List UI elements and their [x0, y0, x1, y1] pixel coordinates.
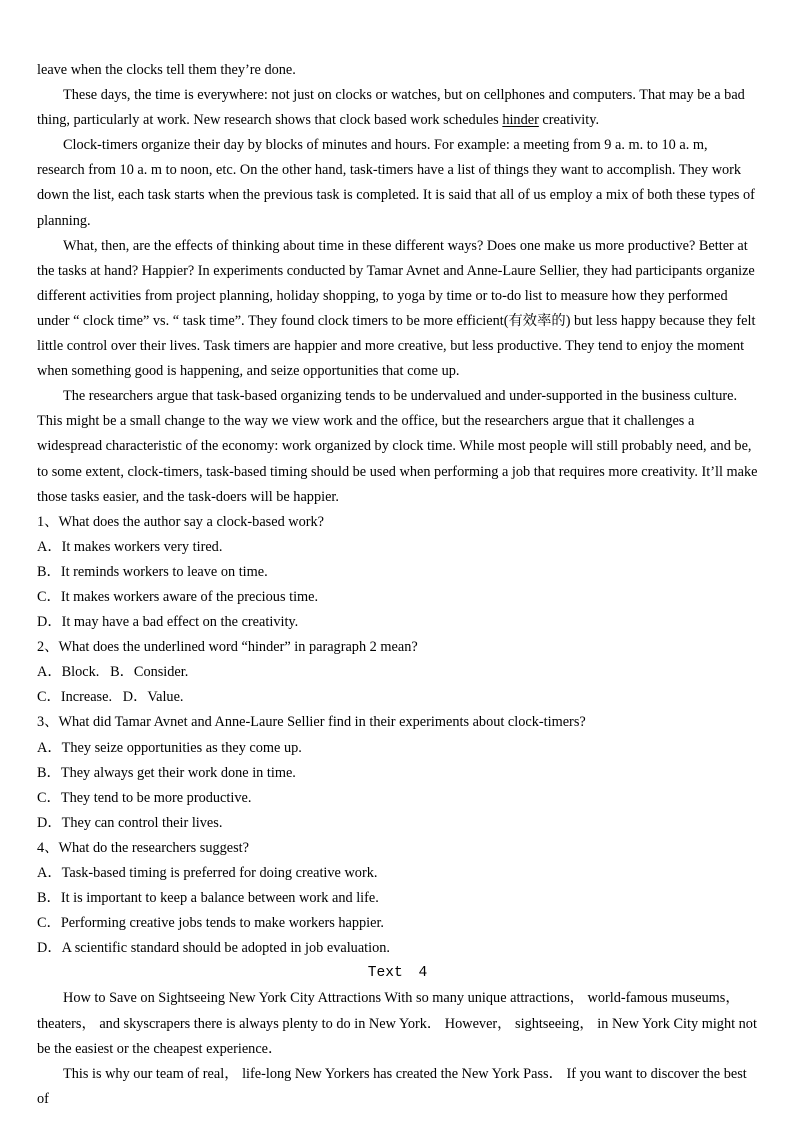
question-3-prompt: 3、What did Tamar Avnet and Anne-Laure Sellier find in their experiments about clock-timers?: [37, 714, 586, 731]
text4-section: [37, 961, 758, 1112]
passage-paragraph-continuation: leave when the clocks tell them they’re done.: [37, 62, 296, 78]
question-4-option-b: B．It is important to keep a balance between work and life.: [37, 890, 379, 907]
text4-new-york-pass-paragraph: This is why our team of real， life-long New Yorkers has created the New York Pass． If you want to discover the best of: [37, 1065, 747, 1107]
question-4-option-c: C．Performing creative jobs tends to make workers happier.: [37, 915, 385, 932]
text4-heading: Text 4: [367, 965, 428, 982]
question-4-option-a: A．Task-based timing is preferred for doing creative work.: [37, 865, 378, 881]
question-3-option-b: B．They always get their work done in time.: [37, 764, 296, 781]
paragraph-text-before-underline: These days, the time is everywhere: not just on clocks or watches, but on cellphones and computers. That may be a bad thing, particularly at work. New research shows that clock based work schedules: [37, 87, 745, 129]
question-4-option-d: D．A scientific standard should be adopted in job evaluation.: [37, 940, 390, 957]
question-1-prompt: 1、What does the author say a clock-based work?: [37, 513, 325, 530]
question-1-option-b: B．It reminds workers to leave on time.: [37, 563, 268, 580]
questions-section: [37, 510, 758, 962]
question-2-prompt: 2、What does the underlined word “hinder” in paragraph 2 mean?: [37, 639, 418, 656]
passage-paragraph-experiments: What, then, are the effects of thinking about time in these different ways? Does one make us more productive? Better at the tasks at hand? Happier? In experiments conducted by Tamar Avnet and Anne-Laure Sellier, they had participants organize different activities from project planning, holiday shopping, to yoga by time or to-do list to measure how they performed under “ clock time” vs. “ task time”. They found clock timers to be more efficient(有效率的) but less happy because they felt little control over their lives. Task timers are happier and more creative, but less productive. They tend to enjoy the moment when something good is happening, and seize opportunities that come up.: [37, 237, 756, 380]
question-2-options-ab: A．Block. B．Consider.: [37, 664, 189, 681]
question-4-prompt: 4、What do the researchers suggest?: [37, 839, 249, 856]
question-2-options-cd: C．Increase. D．Value.: [37, 689, 184, 706]
passage-paragraph-clock-timers: Clock-timers organize their day by blocks of minutes and hours. For example: a meeting from 9 a. m. to 10 a. m, research from 10 a. m to noon, etc. On the other hand, task-timers have a list of things they want to accomplish. They work down the list, each task starts when the previous task is completed. It is said that all of us employ a mix of both these types of planning.: [37, 137, 755, 229]
question-3-option-a: A．They seize opportunities as they come up.: [37, 739, 302, 756]
question-1-option-c: C．It makes workers aware of the precious time.: [37, 588, 319, 605]
passage-paragraph-researchers: The researchers argue that task-based organizing tends to be undervalued and under-supported in the business culture. This might be a small change to the way we view work and the office, but the researchers argue that it challenges a widespread characteristic of the economy: work organized by clock time. While most people will still probably need, and be, to some extent, clock-timers, task-based timing should be used when performing a job that requires more creativity. It’ll make those tasks easier, and the task-doers will be happier.: [37, 388, 758, 505]
question-1-option-a: A．It makes workers very tired.: [37, 538, 223, 555]
text4-intro-paragraph: How to Save on Sightseeing New York City Attractions With so many unique attractions， world-famous museums， theaters， and skyscrapers there is always plenty to do in New York． However， sightseeing， in New York City might not be the easiest or the cheapest experience．: [37, 990, 757, 1057]
reading-passage-clock-time: [37, 58, 758, 510]
question-3-option-d: D．They can control their lives.: [37, 814, 223, 831]
question-3-option-c: C．They tend to be more productive.: [37, 789, 252, 806]
underlined-word-hinder: hinder: [502, 112, 539, 129]
question-1-option-d: D．It may have a bad effect on the creativity.: [37, 614, 299, 631]
passage-paragraph-these-days: [37, 83, 758, 133]
paragraph-text-after-underline: creativity.: [538, 112, 600, 129]
